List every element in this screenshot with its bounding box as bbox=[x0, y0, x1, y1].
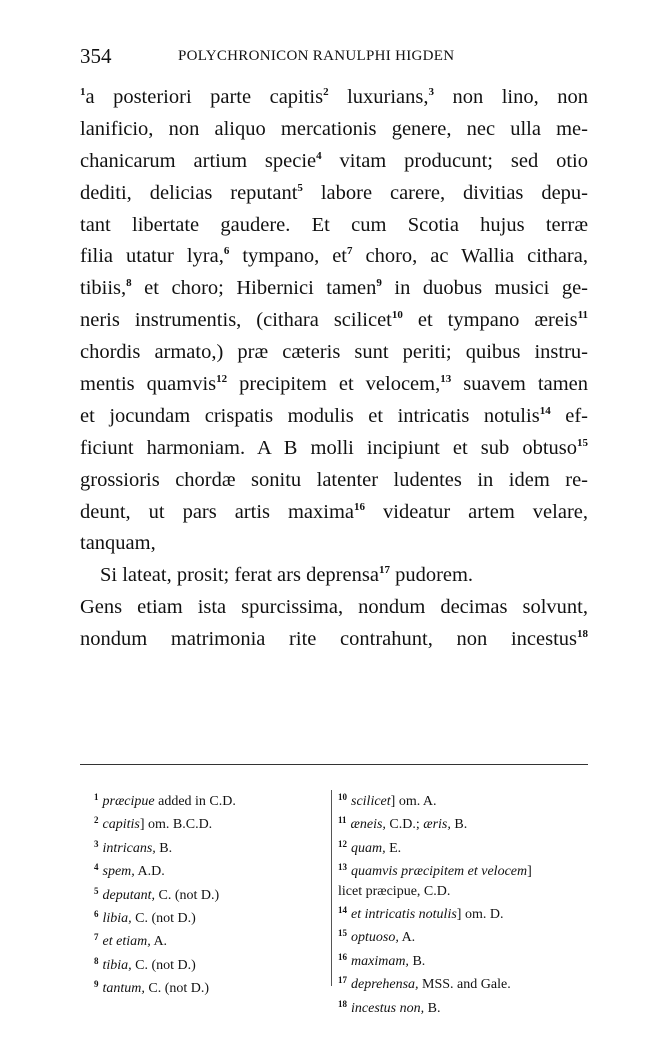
text-segment: ef- bbox=[550, 404, 588, 427]
text-segment: dediti, delicias reputant bbox=[80, 181, 298, 204]
text-segment: Si lateat, prosit; ferat ars deprensa bbox=[100, 564, 379, 587]
footnote-lemma: scilicet bbox=[351, 794, 391, 809]
footnote-lemma: æneis, bbox=[350, 817, 386, 833]
footnote-ref: 3 bbox=[428, 86, 435, 98]
text-segment: et choro; Hibernici tamen bbox=[131, 277, 377, 300]
footnote-text: C. (not D.) bbox=[131, 911, 196, 927]
footnote-number: 9 bbox=[94, 979, 99, 990]
footnotes-right-column bbox=[338, 788, 588, 1018]
footnote-number: 11 bbox=[338, 815, 347, 826]
footnote-lemma: præcipue bbox=[102, 794, 155, 809]
text-segment: et tympano æreis bbox=[402, 309, 578, 332]
text-segment: tant libertate gaudere. Et cum Scotia hujus terræ bbox=[80, 213, 588, 236]
footnote-number: 15 bbox=[338, 928, 347, 939]
footnote-number: 8 bbox=[94, 955, 99, 966]
text-segment: luxurians, bbox=[328, 86, 429, 108]
footnote bbox=[338, 971, 588, 994]
text-line bbox=[80, 592, 588, 624]
text-segment: neris instrumentis, (cithara scilicet bbox=[80, 309, 392, 332]
footnote-lemma: et etiam, bbox=[102, 934, 151, 950]
text-segment: nondum matrimonia rite contrahunt, non incestus bbox=[80, 628, 577, 651]
text-segment: a posteriori parte capitis bbox=[85, 86, 324, 108]
text-line bbox=[80, 401, 588, 433]
footnote-number: 14 bbox=[338, 905, 347, 916]
footnote-ref: 1 bbox=[80, 86, 86, 98]
footnote-lemma: et intricatis notulis bbox=[351, 907, 457, 923]
text-line bbox=[80, 305, 588, 337]
footnote-lemma: intricans, bbox=[102, 840, 156, 856]
text-segment: tibiis, bbox=[80, 277, 127, 300]
text-line bbox=[80, 337, 588, 369]
footnote bbox=[338, 882, 588, 901]
footnote-ref: 12 bbox=[216, 373, 228, 386]
page-number: 354 bbox=[80, 44, 112, 68]
footnote bbox=[94, 905, 320, 928]
footnote bbox=[338, 924, 588, 947]
footnotes-left-column bbox=[94, 788, 320, 999]
text-line bbox=[80, 528, 588, 560]
footnote-text: C. (not D.) bbox=[144, 981, 210, 997]
footnote-number: 7 bbox=[94, 932, 99, 943]
footnote-ref: 10 bbox=[391, 309, 403, 322]
text-segment: ficiunt harmoniam. A B molli incipiunt et sub obtuso bbox=[80, 436, 577, 459]
footnote-number: 13 bbox=[338, 862, 347, 873]
footnote-lemma: quam, bbox=[351, 840, 386, 856]
footnote-ref: 9 bbox=[376, 277, 382, 290]
footnote bbox=[338, 835, 588, 858]
footnote-number: 10 bbox=[338, 792, 347, 802]
footnote-text: B. bbox=[424, 1000, 441, 1016]
text-segment: in duobus musici ge- bbox=[381, 277, 589, 300]
footnote-text: B. bbox=[450, 817, 468, 833]
text-line bbox=[80, 210, 588, 242]
text-line bbox=[80, 497, 588, 529]
footnote bbox=[338, 858, 588, 881]
footnote-lemma: incestus non, bbox=[351, 1000, 425, 1016]
footnote-ref: 17 bbox=[378, 564, 390, 577]
footnote-text: E. bbox=[385, 840, 402, 856]
footnote bbox=[94, 811, 320, 834]
text-line bbox=[80, 560, 588, 592]
footnote-ref: 6 bbox=[223, 245, 230, 258]
footnote-text: ] om. B.C.D. bbox=[139, 817, 213, 833]
footnote-lemma: quamvis præcipitem et velocem bbox=[351, 864, 528, 880]
footnote-lemma: æris, bbox=[423, 817, 451, 833]
footnote bbox=[338, 788, 588, 811]
text-segment: chordis armato,) præ cæteris sunt periti; quibus instru- bbox=[80, 341, 588, 364]
text-segment: tympano, et bbox=[229, 245, 347, 268]
text-line bbox=[80, 433, 588, 465]
footnote-rule bbox=[80, 764, 588, 765]
footnote bbox=[94, 975, 320, 998]
footnote-text: A.D. bbox=[134, 864, 165, 880]
page-header bbox=[80, 44, 580, 68]
running-title: POLYCHRONICON RANULPHI HIGDEN bbox=[178, 48, 455, 64]
footnote bbox=[94, 788, 320, 811]
footnote-ref: 5 bbox=[297, 181, 303, 194]
text-line bbox=[80, 114, 588, 146]
footnote-ref: 7 bbox=[346, 245, 353, 258]
text-line bbox=[80, 273, 588, 305]
text-segment: deunt, ut pars artis maxima bbox=[80, 500, 355, 523]
footnote-text: C.D.; bbox=[385, 817, 424, 833]
text-segment: lanificio, non aliquo mercationis genere, nec ulla me- bbox=[80, 117, 588, 140]
text-segment: grossioris chordæ sonitu latenter ludentes in idem re- bbox=[80, 468, 588, 491]
text-line bbox=[80, 178, 588, 210]
text-segment: pudorem. bbox=[389, 564, 474, 587]
text-segment: filia utatur lyra, bbox=[80, 245, 224, 268]
footnote-ref: 18 bbox=[577, 628, 588, 641]
footnote-number: 18 bbox=[338, 998, 347, 1009]
footnote-text: A. bbox=[150, 934, 168, 950]
text-segment: precipitem et velocem, bbox=[227, 373, 441, 396]
footnote bbox=[94, 835, 320, 858]
footnote-text: B. bbox=[155, 840, 173, 856]
text-segment: suavem tamen bbox=[451, 373, 588, 396]
footnote-number: 3 bbox=[94, 838, 99, 849]
footnote-ref: 16 bbox=[354, 500, 366, 513]
text-segment: Gens etiam ista spurcissima, nondum decimas solvunt, bbox=[80, 596, 588, 619]
text-segment: choro, ac Wallia cithara, bbox=[352, 245, 588, 268]
footnote-text: ] om. A. bbox=[390, 794, 437, 809]
footnote-text: licet præcipue, C.D. bbox=[338, 883, 451, 899]
footnote-number: 4 bbox=[94, 862, 99, 873]
text-line bbox=[80, 241, 588, 273]
footnote bbox=[338, 995, 588, 1018]
text-line bbox=[80, 465, 588, 497]
footnote-number: 2 bbox=[94, 815, 99, 826]
footnote-lemma: spem, bbox=[102, 864, 135, 880]
text-segment: mentis quamvis bbox=[80, 373, 217, 396]
footnote-lemma: capitis bbox=[102, 817, 140, 833]
footnote-ref: 13 bbox=[440, 373, 452, 386]
footnote-number: 5 bbox=[94, 885, 99, 896]
footnote-ref: 15 bbox=[577, 436, 588, 449]
footnote bbox=[94, 858, 320, 881]
footnote bbox=[338, 811, 588, 834]
footnote-lemma: libia, bbox=[102, 911, 132, 927]
footnote-lemma: deputant, bbox=[102, 887, 155, 903]
text-segment: videatur artem velare, bbox=[365, 500, 588, 523]
footnote-text: C. (not D.) bbox=[131, 957, 196, 973]
footnote-ref: 11 bbox=[577, 309, 589, 322]
text-line bbox=[80, 146, 588, 178]
text-line bbox=[80, 82, 588, 114]
footnote bbox=[338, 901, 588, 924]
text-segment: vitam producunt; sed otio bbox=[321, 149, 588, 172]
footnote-text: C. (not D.) bbox=[155, 887, 220, 903]
footnote-number: 1 bbox=[94, 792, 99, 802]
footnote-ref: 2 bbox=[323, 86, 329, 98]
text-segment: tanquam, bbox=[80, 532, 156, 555]
footnote-number: 17 bbox=[338, 975, 347, 986]
footnote-ref: 14 bbox=[539, 404, 551, 417]
footnote-lemma: optuoso, bbox=[351, 930, 399, 946]
footnote-number: 16 bbox=[338, 951, 347, 962]
footnote-text: MSS. and Gale. bbox=[418, 977, 511, 993]
footnote-number: 12 bbox=[338, 838, 347, 849]
footnote-lemma: tibia, bbox=[102, 957, 132, 973]
footnote-text: ] bbox=[527, 864, 532, 880]
footnote bbox=[94, 952, 320, 975]
footnote bbox=[94, 882, 320, 905]
footnote-text: ] om. D. bbox=[456, 907, 504, 923]
text-segment: chanicarum artium specie bbox=[80, 149, 317, 172]
footnote-number: 6 bbox=[94, 909, 99, 920]
footnote-ref: 8 bbox=[126, 277, 132, 290]
text-line bbox=[80, 624, 588, 656]
text-line bbox=[80, 369, 588, 401]
footnote bbox=[338, 948, 588, 971]
footnote bbox=[94, 928, 320, 951]
footnote-ref: 4 bbox=[316, 149, 322, 162]
footnote-text: B. bbox=[408, 953, 426, 969]
text-segment: labore carere, divitias depu- bbox=[302, 181, 588, 204]
footnote-text: A. bbox=[398, 930, 416, 946]
footnote-column-divider bbox=[331, 790, 332, 986]
text-segment: non lino, non bbox=[434, 86, 588, 108]
footnote-lemma: maximam, bbox=[351, 953, 409, 969]
footnote-lemma: tantum, bbox=[102, 981, 145, 997]
footnote-text: added in C.D. bbox=[154, 794, 236, 809]
footnote-lemma: deprehensa, bbox=[351, 977, 419, 993]
main-text bbox=[80, 82, 588, 656]
text-segment: et jocundam crispatis modulis et intricatis notulis bbox=[80, 404, 540, 427]
